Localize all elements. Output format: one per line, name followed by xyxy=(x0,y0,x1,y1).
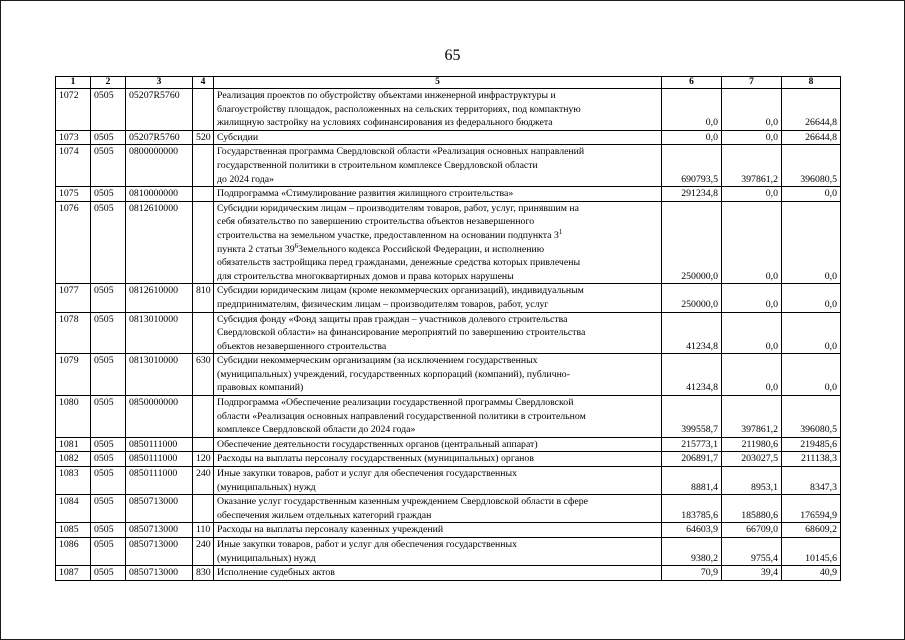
target-code: 05207R5760 xyxy=(126,130,193,145)
table-row xyxy=(56,89,841,131)
description-line: Иные закупки товаров, работ и услуг для обеспечения государственных xyxy=(217,539,518,550)
amount-col-6: 215773,1 xyxy=(662,437,722,452)
amount-col-8: 396080,5 xyxy=(782,145,841,187)
description-line: Субсидии юридическим лицам – производителям товаров, работ, услуг, принявшим на xyxy=(217,202,580,214)
amount-col-6: 9380,2 xyxy=(662,538,722,566)
section-code: 0505 xyxy=(91,145,126,187)
amount-col-6: 0,0 xyxy=(662,89,722,131)
row-description xyxy=(214,130,662,145)
description-line: правовых компаний) xyxy=(217,382,304,394)
row-description xyxy=(214,284,662,312)
row-number: 1082 xyxy=(56,452,91,467)
amount-col-6: 291234,8 xyxy=(662,187,722,202)
expense-type: 110 xyxy=(193,523,214,538)
description-line: обязательств застройщика перед гражданами, денежные средства которых привлечены xyxy=(217,257,581,269)
row-description xyxy=(214,452,662,467)
amount-col-8: 26644,8 xyxy=(782,89,841,131)
table-row xyxy=(56,187,841,202)
description-line: себя обязательство по завершению строительства объектов незавершенного xyxy=(217,216,535,228)
section-code: 0505 xyxy=(91,467,126,495)
row-number: 1081 xyxy=(56,437,91,452)
description-line: Свердловской области» на финансирование мероприятий по завершению строительства xyxy=(217,327,586,339)
description-line: Реализация проектов по обустройству объектами инженерной инфраструктуры и xyxy=(217,90,556,101)
amount-col-7: 0,0 xyxy=(722,354,782,396)
section-code: 0505 xyxy=(91,538,126,566)
description-line: Субсидия фонду «Фонд защиты прав граждан – участников долевого строительства xyxy=(217,313,568,325)
table-row xyxy=(56,396,841,438)
target-code: 0850111000 xyxy=(126,452,193,467)
section-code: 0505 xyxy=(91,495,126,523)
amount-col-7: 397861,2 xyxy=(722,145,782,187)
section-code: 0505 xyxy=(91,437,126,452)
expense-type: 240 xyxy=(193,538,214,566)
expense-type xyxy=(193,89,214,131)
table-row xyxy=(56,201,841,284)
table-row xyxy=(56,523,841,538)
expense-type xyxy=(193,396,214,438)
row-description xyxy=(214,467,662,495)
row-description xyxy=(214,396,662,438)
amount-col-6: 399558,7 xyxy=(662,396,722,438)
row-description xyxy=(214,523,662,538)
amount-col-7: 0,0 xyxy=(722,187,782,202)
expense-type: 120 xyxy=(193,452,214,467)
amount-col-8: 0,0 xyxy=(782,201,841,284)
row-number: 1083 xyxy=(56,467,91,495)
amount-col-6: 41234,8 xyxy=(662,312,722,354)
col-header-8: 8 xyxy=(782,77,841,89)
description-line: (муниципальных) нужд xyxy=(217,552,316,564)
amount-col-7: 8953,1 xyxy=(722,467,782,495)
row-description xyxy=(214,89,662,131)
amount-col-8: 8347,3 xyxy=(782,467,841,495)
description-line: Исполнение судебных актов xyxy=(217,567,335,579)
page-number: 65 xyxy=(444,47,461,64)
description-line: области «Реализация основных направлений государственной политики в строительном xyxy=(217,410,586,422)
target-code: 0850713000 xyxy=(126,495,193,523)
table-row xyxy=(56,452,841,467)
row-description xyxy=(214,566,662,581)
description-line: обеспечения жильем отдельных категорий граждан xyxy=(217,509,432,521)
col-header-4: 4 xyxy=(193,77,214,89)
section-code: 0505 xyxy=(91,89,126,131)
amount-col-6: 690793,5 xyxy=(662,145,722,187)
row-number: 1080 xyxy=(56,396,91,438)
expense-type xyxy=(193,187,214,202)
description-line: (муниципальных) учреждений, государственных корпораций (компаний), публично- xyxy=(217,368,570,380)
target-code: 0810000000 xyxy=(126,187,193,202)
row-number: 1086 xyxy=(56,538,91,566)
row-description xyxy=(214,187,662,202)
superscript: 6 xyxy=(294,241,299,250)
col-header-6: 6 xyxy=(662,77,722,89)
description-line: Расходы на выплаты персоналу казенных учреждений xyxy=(217,524,444,536)
row-number: 1072 xyxy=(56,89,91,131)
target-code: 0813010000 xyxy=(126,312,193,354)
amount-col-7: 0,0 xyxy=(722,284,782,312)
row-description xyxy=(214,201,662,284)
amount-col-7: 0,0 xyxy=(722,201,782,284)
expense-type xyxy=(193,145,214,187)
description-line: Субсидии юридическим лицам (кроме некоммерческих организаций), индивидуальным xyxy=(217,285,584,297)
row-description xyxy=(214,354,662,396)
expense-type xyxy=(193,495,214,523)
header-row xyxy=(56,77,841,89)
table-row xyxy=(56,284,841,312)
description-line: Субсидии некоммерческим организациям (за исключением государственных xyxy=(217,355,538,367)
expense-type xyxy=(193,437,214,452)
amount-col-8: 26644,8 xyxy=(782,130,841,145)
row-number: 1085 xyxy=(56,523,91,538)
row-description xyxy=(214,495,662,523)
description-line: (муниципальных) нужд xyxy=(217,481,316,493)
expense-type: 520 xyxy=(193,130,214,145)
table-row xyxy=(56,538,841,566)
col-header-7: 7 xyxy=(722,77,782,89)
expense-type: 830 xyxy=(193,566,214,581)
description-line: пункта 2 статьи 39 xyxy=(217,243,295,255)
row-description xyxy=(214,437,662,452)
expense-type: 810 xyxy=(193,284,214,312)
description-line: Подпрограмма «Обеспечение реализации государственной программы Свердловской xyxy=(217,397,574,409)
description-line: Подпрограмма «Стимулирование развития жилищного строительства» xyxy=(217,188,514,200)
amount-col-8: 0,0 xyxy=(782,354,841,396)
row-number: 1077 xyxy=(56,284,91,312)
amount-col-7: 185880,6 xyxy=(722,495,782,523)
section-code: 0505 xyxy=(91,452,126,467)
amount-col-7: 211980,6 xyxy=(722,437,782,452)
amount-col-8: 211138,3 xyxy=(782,452,841,467)
description-line: предпринимателям, физическим лицам – производителям товаров, работ, услуг xyxy=(217,298,549,310)
superscript: 1 xyxy=(558,227,563,236)
col-header-1: 1 xyxy=(56,77,91,89)
description-line: до 2024 года» xyxy=(217,173,274,185)
row-number: 1087 xyxy=(56,566,91,581)
row-number: 1078 xyxy=(56,312,91,354)
expense-type xyxy=(193,201,214,284)
description-line: Обеспечение деятельности государственных органов (центральный аппарат) xyxy=(217,438,538,450)
col-header-3: 3 xyxy=(126,77,193,89)
description-line: Земельного кодекса Российской Федерации, и исполнению xyxy=(298,243,545,255)
amount-col-7: 0,0 xyxy=(722,312,782,354)
amount-col-8: 219485,6 xyxy=(782,437,841,452)
target-code: 0813010000 xyxy=(126,354,193,396)
amount-col-8: 396080,5 xyxy=(782,396,841,438)
target-code: 0812610000 xyxy=(126,284,193,312)
target-code: 0850713000 xyxy=(126,523,193,538)
table-row xyxy=(56,145,841,187)
description-line: благоустройству площадок, расположенных на сельских территориях, под компактную xyxy=(217,103,581,115)
target-code: 0850713000 xyxy=(126,538,193,566)
amount-col-6: 70,9 xyxy=(662,566,722,581)
description-line: комплексе Свердловской области до 2024 года» xyxy=(217,424,416,436)
section-code: 0505 xyxy=(91,201,126,284)
budget-table xyxy=(55,76,841,581)
amount-col-6: 183785,6 xyxy=(662,495,722,523)
target-code: 0850111000 xyxy=(126,437,193,452)
row-description xyxy=(214,538,662,566)
target-code: 05207R5760 xyxy=(126,89,193,131)
amount-col-8: 0,0 xyxy=(782,284,841,312)
description-line: Государственная программа Свердловской области «Реализация основных направлений xyxy=(217,146,585,158)
section-code: 0505 xyxy=(91,523,126,538)
section-code: 0505 xyxy=(91,396,126,438)
table-row xyxy=(56,354,841,396)
table-row xyxy=(56,566,841,581)
amount-col-6: 41234,8 xyxy=(662,354,722,396)
amount-col-7: 0,0 xyxy=(722,130,782,145)
expense-type: 240 xyxy=(193,467,214,495)
row-number: 1075 xyxy=(56,187,91,202)
amount-col-8: 0,0 xyxy=(782,187,841,202)
amount-col-8: 68609,2 xyxy=(782,523,841,538)
target-code: 0850111000 xyxy=(126,467,193,495)
section-code: 0505 xyxy=(91,312,126,354)
target-code: 0812610000 xyxy=(126,201,193,284)
row-number: 1073 xyxy=(56,130,91,145)
amount-col-7: 0,0 xyxy=(722,89,782,131)
section-code: 0505 xyxy=(91,130,126,145)
amount-col-8: 0,0 xyxy=(782,312,841,354)
description-line: для строительства многоквартирных домов и права которых нарушены xyxy=(217,270,514,282)
target-code: 0850713000 xyxy=(126,566,193,581)
description-line: Иные закупки товаров, работ и услуг для обеспечения государственных xyxy=(217,468,518,480)
amount-col-6: 64603,9 xyxy=(662,523,722,538)
description-line: Оказание услуг государственным казенным учреждением Свердловской области в сфере xyxy=(217,496,588,508)
description-line: строительства на земельном участке, предоставленном на основании подпункта 3 xyxy=(217,229,559,241)
row-number: 1074 xyxy=(56,145,91,187)
description-line: объектов незавершенного строительства xyxy=(217,340,387,352)
section-code: 0505 xyxy=(91,284,126,312)
amount-col-6: 250000,0 xyxy=(662,284,722,312)
row-description xyxy=(214,145,662,187)
table-row xyxy=(56,130,841,145)
row-number: 1084 xyxy=(56,495,91,523)
table-row xyxy=(56,495,841,523)
section-code: 0505 xyxy=(91,187,126,202)
amount-col-6: 250000,0 xyxy=(662,201,722,284)
amount-col-7: 66709,0 xyxy=(722,523,782,538)
col-header-2: 2 xyxy=(91,77,126,89)
amount-col-7: 397861,2 xyxy=(722,396,782,438)
amount-col-6: 0,0 xyxy=(662,130,722,145)
row-number: 1079 xyxy=(56,354,91,396)
amount-col-7: 39,4 xyxy=(722,566,782,581)
description-line: жилищную застройку на условиях софинансирования из федерального бюджета xyxy=(217,117,553,129)
description-line: Субсидии xyxy=(217,131,259,143)
amount-col-7: 203027,5 xyxy=(722,452,782,467)
table-row xyxy=(56,312,841,354)
amount-col-6: 8881,4 xyxy=(662,467,722,495)
section-code: 0505 xyxy=(91,354,126,396)
amount-col-8: 40,9 xyxy=(782,566,841,581)
target-code: 0850000000 xyxy=(126,396,193,438)
expense-type: 630 xyxy=(193,354,214,396)
row-number: 1076 xyxy=(56,201,91,284)
description-line: государственной политики в строительном комплексе Свердловской области xyxy=(217,159,538,171)
table-row xyxy=(56,467,841,495)
expense-type xyxy=(193,312,214,354)
description-line: Расходы на выплаты персоналу государственных (муниципальных) органов xyxy=(217,453,534,465)
amount-col-8: 10145,6 xyxy=(782,538,841,566)
col-header-5: 5 xyxy=(214,77,662,89)
section-code: 0505 xyxy=(91,566,126,581)
row-description xyxy=(214,312,662,354)
amount-col-6: 206891,7 xyxy=(662,452,722,467)
target-code: 0800000000 xyxy=(126,145,193,187)
amount-col-7: 9755,4 xyxy=(722,538,782,566)
amount-col-8: 176594,9 xyxy=(782,495,841,523)
table-row xyxy=(56,437,841,452)
